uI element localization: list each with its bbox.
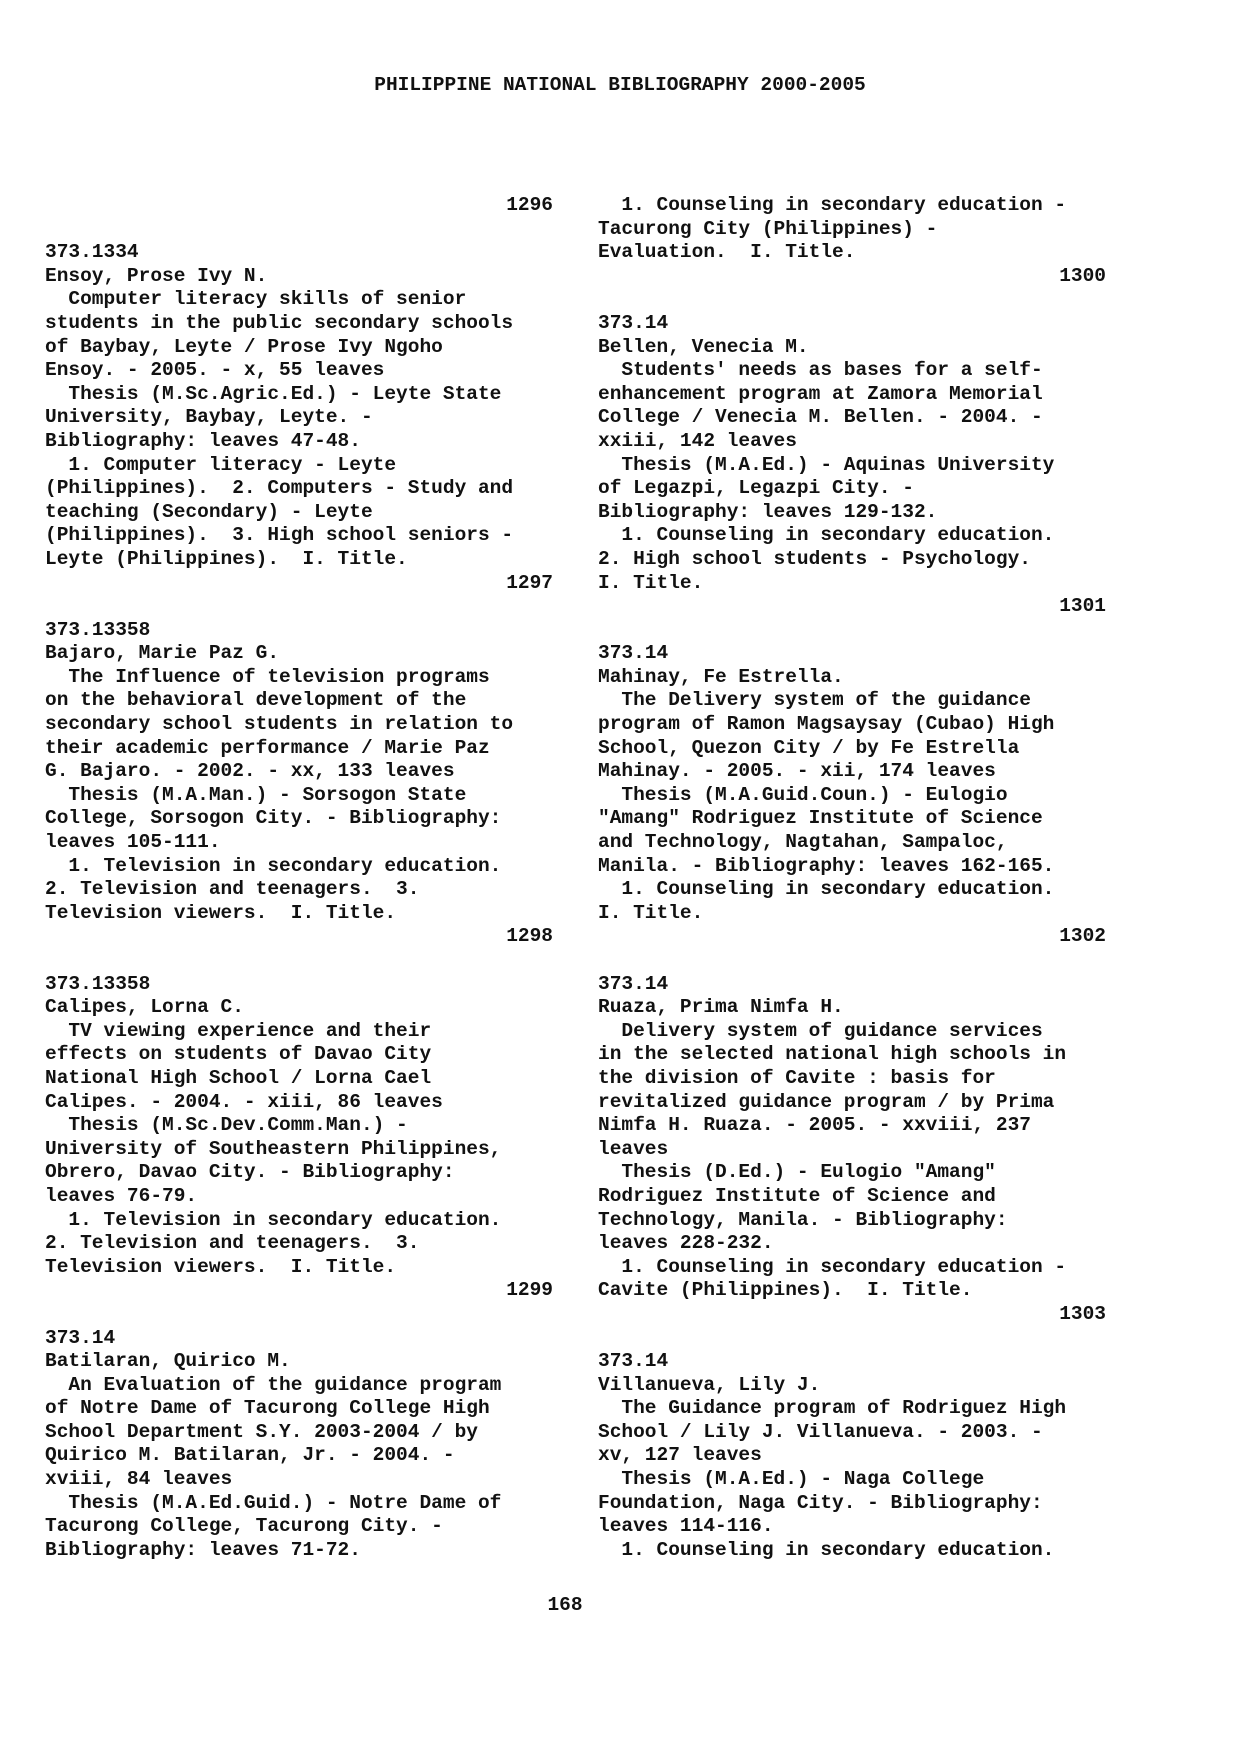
entry-line: leaves 105-111. (45, 831, 221, 854)
entry-line: 373.13358 (45, 972, 151, 995)
entry-line: Ruaza, Prima Nimfa H. (598, 996, 844, 1019)
entry-line: Leyte (Philippines). I. Title. (45, 547, 408, 570)
entry-line: Batilaran, Quirico M. (45, 1350, 291, 1373)
entry-line: TV viewing experience and their (45, 1019, 432, 1042)
entry-number: 1298 (506, 925, 553, 948)
entry-line: leaves 114-116. (598, 1515, 774, 1538)
entry-line: Tacurong City (Philippines) - (598, 217, 938, 240)
entry-line: School / Lily J. Villanueva. - 2003. - (598, 1420, 1043, 1443)
entry-line: 1. Counseling in secondary education - (598, 1255, 1067, 1278)
entry-line: secondary school students in relation to (45, 713, 514, 736)
entry-line: 1. Counseling in secondary education - (598, 194, 1067, 216)
entry-line: 1. Television in secondary education. (45, 854, 502, 877)
entry-line: on the behavioral development of the (45, 689, 467, 712)
entry-line: Villanueva, Lily J. (598, 1373, 821, 1396)
entry-line (45, 1303, 553, 1327)
entry-line: in the selected national high schools in (598, 1043, 1067, 1066)
entry-line: Thesis (M.Sc.Dev.Comm.Man.) - (45, 1114, 408, 1137)
page-header: PHILIPPINE NATIONAL BIBLIOGRAPHY 2000-2005 (374, 74, 866, 96)
entry-line (45, 595, 553, 619)
entry-number: 1296 (506, 194, 553, 216)
entry-line: the division of Cavite : basis for (598, 1066, 996, 1089)
entry-line: I. Title. (598, 901, 704, 924)
entry-line: School Department S.Y. 2003-2004 / by (45, 1420, 478, 1443)
entry-number: 1302 (1059, 925, 1106, 948)
entry-line (45, 949, 553, 973)
entry-line: Bibliography: leaves 71-72. (45, 1538, 361, 1561)
entry-line: Cavite (Philippines). I. Title. (598, 1279, 973, 1302)
entry-line: Calipes, Lorna C. (45, 996, 244, 1019)
entry-line: Quirico M. Batilaran, Jr. - 2004. - (45, 1444, 455, 1467)
entry-line (598, 1327, 1106, 1351)
entry-number: 1303 (1059, 1302, 1106, 1325)
entry-line: leaves 76-79. (45, 1184, 198, 1207)
entry-line: School, Quezon City / by Fe Estrella (598, 736, 1020, 759)
entry-line: 1. Counseling in secondary education. (598, 1538, 1055, 1561)
entry-line: Manila. - Bibliography: leaves 162-165. (598, 854, 1055, 877)
entry-line: Computer literacy skills of senior (45, 288, 467, 311)
entry-line: 2. High school students - Psychology. (598, 547, 1031, 570)
entry-line: Technology, Manila. - Bibliography: (598, 1208, 1008, 1231)
entry-line: xviii, 84 leaves (45, 1468, 233, 1491)
entry-line: Obrero, Davao City. - Bibliography: (45, 1161, 455, 1184)
entry-number: 1297 (506, 571, 553, 594)
entry-line: 1. Television in secondary education. (45, 1208, 502, 1231)
entry-line: Thesis (M.A.Ed.Guid.) - Notre Dame of (45, 1491, 502, 1514)
right-column (598, 194, 1106, 1562)
entry-line: 373.14 (45, 1326, 116, 1349)
entry-line: program of Ramon Magsaysay (Cubao) High (598, 713, 1055, 736)
entry-line: 1. Counseling in secondary education. (598, 524, 1055, 547)
entry-line: students in the public secondary schools (45, 311, 514, 334)
entry-line: College, Sorsogon City. - Bibliography: (45, 807, 502, 830)
entry-line: G. Bajaro. - 2002. - xx, 133 leaves (45, 760, 455, 783)
entry-line: xv, 127 leaves (598, 1444, 762, 1467)
entry-line (45, 218, 553, 242)
entry-line: Delivery system of guidance services (598, 1019, 1043, 1042)
entry-line: their academic performance / Marie Paz (45, 736, 490, 759)
entry-line: Bibliography: leaves 129-132. (598, 500, 938, 523)
entry-line: An Evaluation of the guidance program (45, 1373, 502, 1396)
entry-number: 1301 (1059, 595, 1106, 618)
entry-line: 373.14 (598, 1350, 669, 1373)
entry-line: 2. Television and teenagers. 3. (45, 1232, 420, 1255)
entry-line: effects on students of Davao City (45, 1043, 432, 1066)
entry-line: University of Southeastern Philippines, (45, 1137, 502, 1160)
entry-line: Mahinay. - 2005. - xii, 174 leaves (598, 760, 996, 783)
entry-line: leaves (598, 1137, 669, 1160)
entry-line: Ensoy, Prose Ivy N. (45, 264, 268, 287)
entry-line: Bellen, Venecia M. (598, 335, 809, 358)
entry-line: of Notre Dame of Tacurong College High (45, 1397, 490, 1420)
entry-line: The Delivery system of the guidance (598, 689, 1031, 712)
entry-number: 1300 (1059, 264, 1106, 287)
entry-line: University, Baybay, Leyte. - (45, 406, 373, 429)
entry-line: The Guidance program of Rodriguez High (598, 1397, 1067, 1420)
entry-line (598, 949, 1106, 973)
entry-line: 373.14 (598, 972, 669, 995)
entry-line: "Amang" Rodriguez Institute of Science (598, 807, 1043, 830)
entry-line: xxiii, 142 leaves (598, 429, 797, 452)
entry-line: 373.14 (598, 311, 669, 334)
entry-line: Bibliography: leaves 47-48. (45, 429, 361, 452)
page-number: 168 (547, 1594, 583, 1616)
entry-line: Thesis (M.A.Guid.Coun.) - Eulogio (598, 783, 1008, 806)
entry-line: enhancement program at Zamora Memorial (598, 382, 1043, 405)
entry-line: (Philippines). 3. High school seniors - (45, 524, 514, 547)
entry-line: of Legazpi, Legazpi City. - (598, 477, 914, 500)
entry-line: 1. Computer literacy - Leyte (45, 453, 397, 476)
entry-line: teaching (Secondary) - Leyte (45, 500, 373, 523)
entry-line: 373.13358 (45, 618, 151, 641)
entry-line (598, 288, 1106, 312)
entry-line: leaves 228-232. (598, 1232, 774, 1255)
entry-line (598, 619, 1106, 643)
entry-number: 1299 (506, 1279, 553, 1302)
entry-line: Thesis (M.A.Ed.) - Naga College (598, 1468, 985, 1491)
entry-line: Television viewers. I. Title. (45, 1255, 397, 1278)
entry-line: National High School / Lorna Cael (45, 1066, 432, 1089)
entry-line: 2. Television and teenagers. 3. (45, 878, 420, 901)
entry-line: Bajaro, Marie Paz G. (45, 642, 280, 665)
entry-line: 1. Counseling in secondary education. (598, 878, 1055, 901)
entry-line: Thesis (M.A.Ed.) - Aquinas University (598, 453, 1055, 476)
entry-line: 373.1334 (45, 241, 139, 264)
entry-line: Tacurong College, Tacurong City. - (45, 1515, 443, 1538)
entry-line: Mahinay, Fe Estrella. (598, 665, 844, 688)
entry-line: The Influence of television programs (45, 665, 490, 688)
entry-line: Calipes. - 2004. - xiii, 86 leaves (45, 1090, 443, 1113)
entry-line: Foundation, Naga City. - Bibliography: (598, 1491, 1043, 1514)
entry-line: Thesis (M.Sc.Agric.Ed.) - Leyte State (45, 382, 502, 405)
entry-line: Thesis (D.Ed.) - Eulogio "Amang" (598, 1161, 996, 1184)
entry-line: Television viewers. I. Title. (45, 901, 397, 924)
entry-line: Nimfa H. Ruaza. - 2005. - xxviii, 237 (598, 1114, 1031, 1137)
entry-line: Evaluation. I. Title. (598, 241, 856, 264)
entry-line: Thesis (M.A.Man.) - Sorsogon State (45, 783, 467, 806)
entry-line: College / Venecia M. Bellen. - 2004. - (598, 406, 1043, 429)
entry-line: Ensoy. - 2005. - x, 55 leaves (45, 359, 385, 382)
entry-line: Students' needs as bases for a self- (598, 359, 1043, 382)
entry-line: Rodriguez Institute of Science and (598, 1184, 996, 1207)
entry-line: 373.14 (598, 642, 669, 665)
entry-line: (Philippines). 2. Computers - Study and (45, 477, 514, 500)
entry-line: revitalized guidance program / by Prima (598, 1090, 1055, 1113)
entry-line: of Baybay, Leyte / Prose Ivy Ngoho (45, 335, 443, 358)
entry-line: and Technology, Nagtahan, Sampaloc, (598, 831, 1008, 854)
entry-line: I. Title. (598, 571, 704, 594)
left-column (45, 194, 553, 1562)
